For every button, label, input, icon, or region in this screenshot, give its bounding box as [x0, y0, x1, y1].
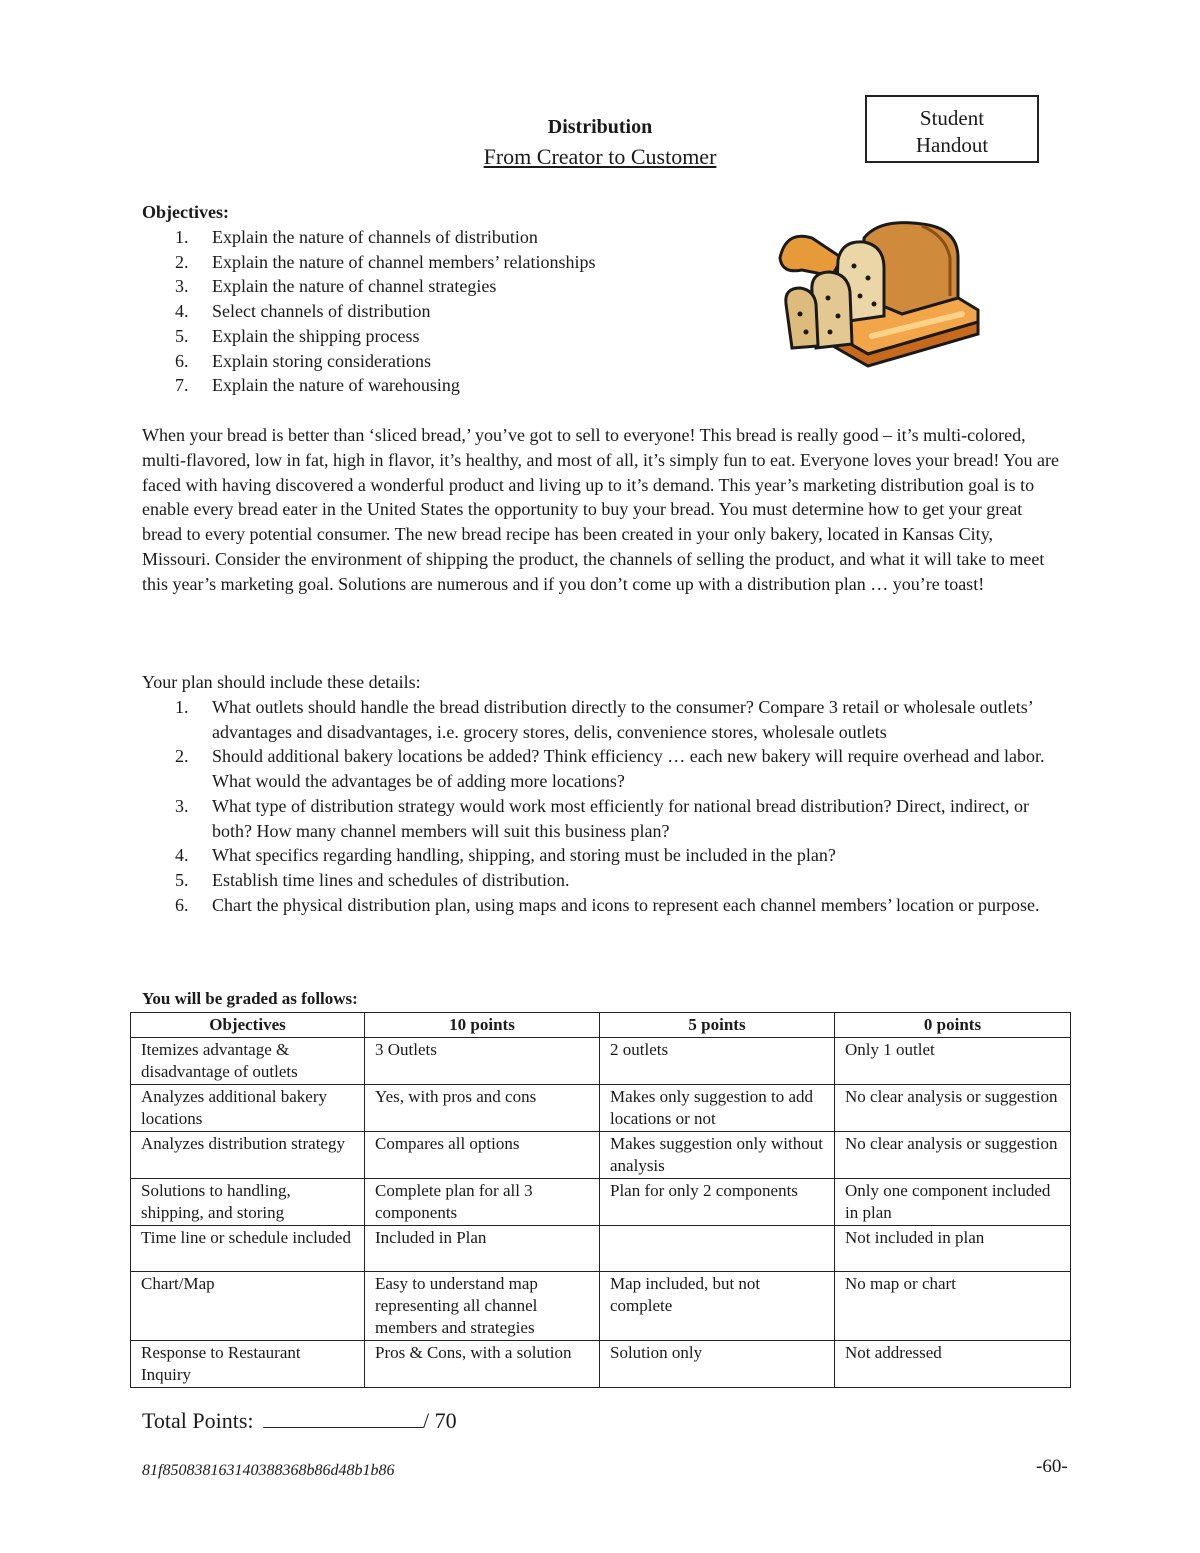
table-cell: Response to Restaurant Inquiry [131, 1341, 365, 1388]
table-row [131, 1038, 1071, 1085]
page-title: Distribution [547, 116, 653, 138]
table-cell: Yes, with pros and cons [365, 1085, 600, 1132]
objective-item: 7. Explain the nature of warehousing [175, 375, 460, 396]
table-cell [600, 1226, 835, 1272]
table-cell: Solutions to handling, shipping, and storing [131, 1179, 365, 1226]
total-points-label: Total Points: [142, 1408, 254, 1433]
document-code: 81f850838163140388368b86d48b1b86 [142, 1462, 395, 1479]
page-subtitle: From Creator to Customer [483, 144, 717, 169]
plan-item: 2. Should additional bakery locations be added? Think efficiency … each new bakery will require overhead and labor. What would the advantages be of adding more locations? [175, 746, 1045, 792]
column-header: Objectives [131, 1013, 365, 1038]
objective-item: 6. Explain storing considerations [175, 350, 431, 371]
page-number: -60- [1036, 1456, 1068, 1477]
handout-line-1: Student [919, 106, 985, 130]
objective-item: 5. Explain the shipping process [175, 325, 420, 346]
plan-item: 5. Establish time lines and schedules of distribution. [175, 869, 570, 890]
plan-item: 1. What outlets should handle the bread distribution directly to the consumer? Compare 3 retail or wholesale outlets’ advantages and disadvantages, i.e. grocery stores, delis, convenience stores, wholesale outlets [175, 697, 1033, 742]
table-cell: Not addressed [835, 1341, 1071, 1388]
objective-item: 3. Explain the nature of channel strategies [175, 276, 497, 297]
grading-heading: You will be graded as follows: [142, 989, 358, 1008]
bread-clipart-image [772, 218, 984, 368]
table-row [131, 1272, 1071, 1341]
objectives-list [142, 225, 596, 398]
plan-heading: Your plan should include these details: [142, 672, 421, 692]
handout-line-2: Handout [915, 133, 989, 157]
table-row [131, 1132, 1071, 1179]
table-cell: Makes only suggestion to add locations or not [600, 1085, 835, 1132]
plan-item: 3. What type of distribution strategy would work most efficiently for national bread distribution? Direct, indirect, or both? How many channel members will suit this business plan? [175, 795, 1029, 841]
table-cell: 2 outlets [600, 1038, 835, 1085]
table-row [131, 1085, 1071, 1132]
table-cell: Compares all options [365, 1132, 600, 1179]
table-cell: Included in Plan [365, 1226, 600, 1272]
table-cell: Only 1 outlet [835, 1038, 1071, 1085]
table-cell: Complete plan for all 3 components [365, 1179, 600, 1226]
student-handout-box [865, 95, 1039, 163]
intro-paragraph: When your bread is better than ‘sliced bread,’ you’ve got to sell to everyone! This bread is really good – it’s multi-colored, multi-flavored, low in fat, high in flavor, it’s healthy, and most of all, it’s simply fun to eat. Everyone loves your bread! You are faced with having discovered a wonderful product and living up to it’s demand. This year’s marketing distribution goal is to enable every bread eater in the United States the opportunity to buy your bread. You must determine how to get your great bread to every potential consumer. The new bread recipe has been created in your only bakery, located in Kansas City, Missouri. Consider the environment of shipping the product, the channels of selling the product, and what it will take to meet this year’s marketing goal. Solutions are numerous and if you don’t come up with a distribution plan … you’re toast! [142, 425, 1059, 594]
plan-item: 6. Chart the physical distribution plan, using maps and icons to represent each channel members’ location or purpose. [175, 894, 1040, 915]
table-cell: No clear analysis or suggestion [835, 1132, 1071, 1179]
table-row [131, 1226, 1071, 1272]
plan-item: 4. What specifics regarding handling, shipping, and storing must be included in the plan? [175, 845, 836, 866]
table-cell: Chart/Map [131, 1272, 365, 1341]
total-points-suffix: / 70 [423, 1408, 457, 1433]
table-row [131, 1341, 1071, 1388]
column-header: 0 points [835, 1013, 1071, 1038]
column-header: 5 points [600, 1013, 835, 1038]
table-cell: Easy to understand map representing all channel members and strategies [365, 1272, 600, 1341]
table-cell: No clear analysis or suggestion [835, 1085, 1071, 1132]
table-header-row [131, 1013, 1071, 1038]
objective-item: 2. Explain the nature of channel members’ relationships [175, 251, 596, 272]
table-cell: Time line or schedule included [131, 1226, 365, 1272]
table-cell: Solution only [600, 1341, 835, 1388]
table-cell: Analyzes distribution strategy [131, 1132, 365, 1179]
table-cell: Analyzes additional bakery locations [131, 1085, 365, 1132]
table-cell: Itemizes advantage & disadvantage of outlets [131, 1038, 365, 1085]
total-points-blank [263, 1407, 423, 1428]
objective-item: 1. Explain the nature of channels of distribution [175, 227, 538, 247]
table-cell: Not included in plan [835, 1226, 1071, 1272]
column-header: 10 points [365, 1013, 600, 1038]
table-cell: No map or chart [835, 1272, 1071, 1341]
table-cell: Map included, but not complete [600, 1272, 835, 1341]
objective-item: 4. Select channels of distribution [175, 301, 431, 322]
table-cell: Makes suggestion only without analysis [600, 1132, 835, 1179]
table-cell: Only one component included in plan [835, 1179, 1071, 1226]
objectives-heading: Objectives: [142, 202, 229, 222]
grading-rubric-table [130, 1012, 1071, 1388]
table-cell: 3 Outlets [365, 1038, 600, 1085]
table-row [131, 1179, 1071, 1226]
total-points [142, 1407, 457, 1434]
plan-list [142, 695, 1062, 917]
table-cell: Pros & Cons, with a solution [365, 1341, 600, 1388]
table-cell: Plan for only 2 components [600, 1179, 835, 1226]
